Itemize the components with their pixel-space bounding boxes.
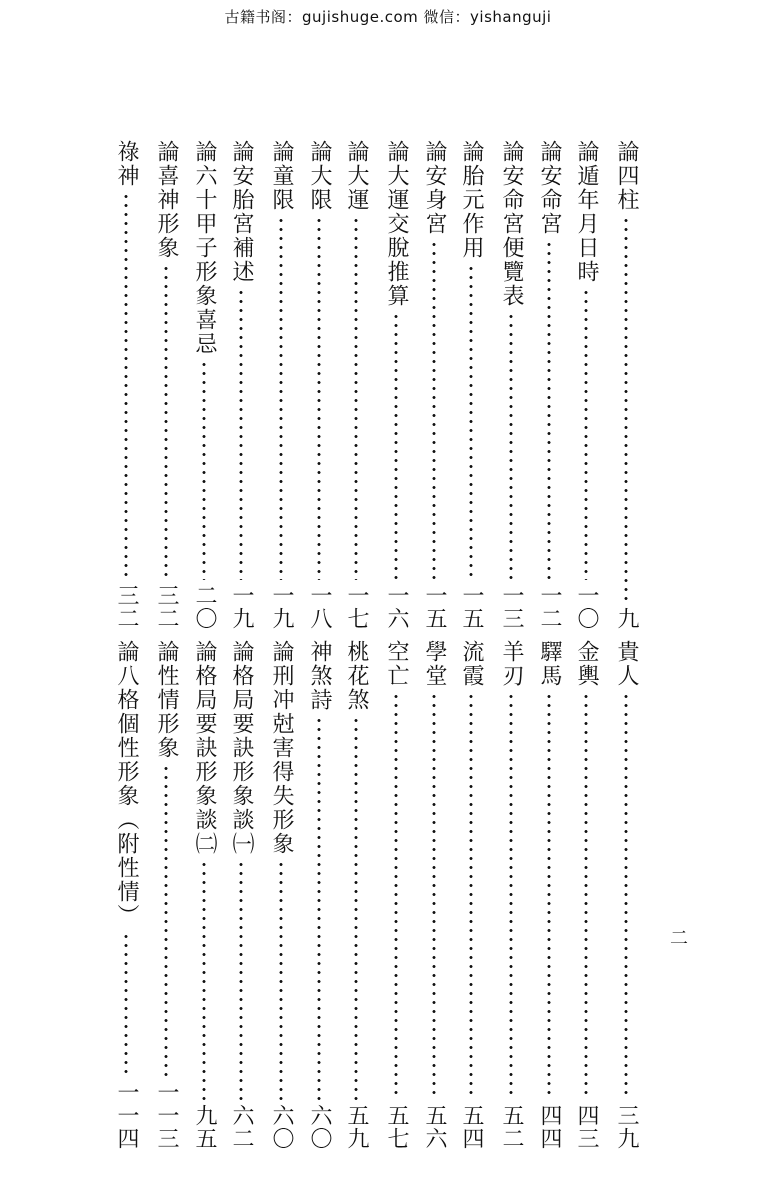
toc-entry-page-number: 一二	[537, 584, 562, 630]
toc-entry-title: 論大運	[344, 140, 369, 212]
toc-entry-page-number: 九	[614, 607, 639, 630]
toc-entry-title: 論安命宮	[537, 140, 562, 236]
toc-entry	[418, 140, 450, 630]
toc-entry-title: 貴人	[614, 640, 639, 688]
toc-entry-title: 論安命宮便覽表	[499, 140, 524, 308]
toc-entry-title: 論喜神形象	[154, 140, 179, 260]
toc-entry-page-number: 一九	[269, 584, 294, 630]
dot-leader	[624, 692, 628, 1100]
dot-leader	[202, 360, 206, 580]
toc-entry	[188, 140, 220, 630]
toc-entry-page-number: 一〇	[574, 584, 599, 630]
dot-leader	[624, 216, 628, 603]
dot-leader	[279, 860, 283, 1100]
toc-entry-page-number: 三二	[114, 584, 139, 630]
toc-entry-title: 論四柱	[614, 140, 639, 212]
toc-entry-page-number: 九五	[192, 1104, 217, 1150]
dot-leader	[469, 264, 473, 580]
dot-leader	[317, 716, 321, 1100]
toc-entry-page-number: 六〇	[307, 1104, 332, 1150]
toc-entry-title: 論六十甲子形象喜忌	[192, 140, 217, 356]
toc-entry-title: 論胎元作用	[459, 140, 484, 260]
toc-entry	[265, 640, 297, 1150]
toc-entry	[610, 640, 642, 1150]
toc-entry-page-number: 一五	[422, 584, 447, 630]
toc-entry	[570, 640, 602, 1150]
toc-entry-title: 流霞	[459, 640, 484, 688]
toc-entry-page-number: 三九	[614, 1104, 639, 1150]
toc-entry	[533, 640, 565, 1150]
dot-leader	[354, 216, 358, 580]
dot-leader	[394, 692, 398, 1100]
toc-entry-page-number: 一七	[344, 584, 369, 630]
toc-entry-title: 論遁年月日時	[574, 140, 599, 284]
toc-entry-page-number: 五九	[344, 1104, 369, 1150]
dot-leader	[584, 288, 588, 580]
dot-leader	[394, 312, 398, 580]
toc-entry	[340, 640, 372, 1150]
dot-leader	[279, 216, 283, 580]
toc-entry	[265, 140, 297, 630]
toc-entry-title: 羊刃	[499, 640, 524, 688]
toc-entry	[495, 140, 527, 630]
dot-leader	[547, 692, 551, 1100]
toc-entry	[570, 140, 602, 630]
toc-entry-title: 桃花煞	[344, 640, 369, 712]
dot-leader	[124, 192, 128, 580]
dot-leader	[432, 240, 436, 580]
dot-leader	[164, 764, 168, 1077]
toc-entry	[380, 140, 412, 630]
toc-entry-page-number: 二〇	[192, 584, 217, 630]
dot-leader	[317, 216, 321, 580]
toc-entry	[455, 140, 487, 630]
toc-entry	[225, 140, 257, 630]
toc-entry-page-number: 三二	[154, 584, 179, 630]
watermark-text: 古籍书阁：gujishuge.com 微信：yishanguji	[224, 8, 552, 26]
toc-entry-title: 論格局要訣形象談㈡	[192, 640, 217, 856]
toc-entry-title: 論格局要訣形象談㈠	[229, 640, 254, 856]
toc-entry-title: 論大限	[307, 140, 332, 212]
toc-entry-page-number: 五二	[499, 1104, 524, 1150]
toc-entry-page-number: 六〇	[269, 1104, 294, 1150]
dot-leader	[124, 932, 128, 1077]
toc-entry	[610, 140, 642, 630]
dot-leader	[202, 860, 206, 1100]
toc-entry-page-number: 一八	[307, 584, 332, 630]
toc-entry-title: 祿神	[114, 140, 139, 188]
toc-entry-title: 論八格個性形象（附性情）	[114, 640, 139, 928]
dot-leader	[584, 692, 588, 1100]
dot-leader	[547, 240, 551, 580]
toc-entry-title: 論性情形象	[154, 640, 179, 760]
toc-entry-page-number: 四三	[574, 1104, 599, 1150]
page-folio: 二	[667, 928, 688, 946]
toc-entry-page-number: 一九	[229, 584, 254, 630]
dot-leader	[469, 692, 473, 1100]
dot-leader	[164, 264, 168, 580]
dot-leader	[509, 312, 513, 580]
toc-entry-title: 驛馬	[537, 640, 562, 688]
toc-entry	[303, 640, 335, 1150]
toc-entry	[495, 640, 527, 1150]
toc-entry-title: 論安身宮	[422, 140, 447, 236]
toc-entry	[533, 140, 565, 630]
toc-entry-page-number: 四四	[537, 1104, 562, 1150]
toc-entry	[110, 640, 142, 1150]
toc-entry	[150, 640, 182, 1150]
toc-entry-title: 論大運交脫推算	[384, 140, 409, 308]
toc-entry	[340, 140, 372, 630]
toc-entry-page-number: 五六	[422, 1104, 447, 1150]
toc-entry-page-number: 五七	[384, 1104, 409, 1150]
dot-leader	[509, 692, 513, 1100]
toc-entry-page-number: 一一三	[154, 1081, 179, 1150]
dot-leader	[239, 288, 243, 580]
dot-leader	[432, 692, 436, 1100]
toc-entry-title: 學堂	[422, 640, 447, 688]
toc-entry-title: 論童限	[269, 140, 294, 212]
toc-entry-page-number: 一六	[384, 584, 409, 630]
toc-entry-page-number: 五四	[459, 1104, 484, 1150]
toc-entry-title: 論安胎宮補述	[229, 140, 254, 284]
toc-entry-title: 論刑冲尅害得失形象	[269, 640, 294, 856]
toc-entry	[303, 140, 335, 630]
toc-entry-page-number: 六二	[229, 1104, 254, 1150]
toc-entry-page-number: 一一四	[114, 1081, 139, 1150]
toc-entry	[150, 140, 182, 630]
toc-entry	[455, 640, 487, 1150]
toc-entry	[380, 640, 412, 1150]
toc-entry-page-number: 一三	[499, 584, 524, 630]
toc-entry	[225, 640, 257, 1150]
toc-entry-title: 神煞詩	[307, 640, 332, 712]
toc-entry-title: 空亡	[384, 640, 409, 688]
dot-leader	[239, 860, 243, 1100]
dot-leader	[354, 716, 358, 1100]
toc-entry-page-number: 一五	[459, 584, 484, 630]
toc-entry	[188, 640, 220, 1150]
toc-entry	[110, 140, 142, 630]
toc-entry-title: 金輿	[574, 640, 599, 688]
toc-entry	[418, 640, 450, 1150]
